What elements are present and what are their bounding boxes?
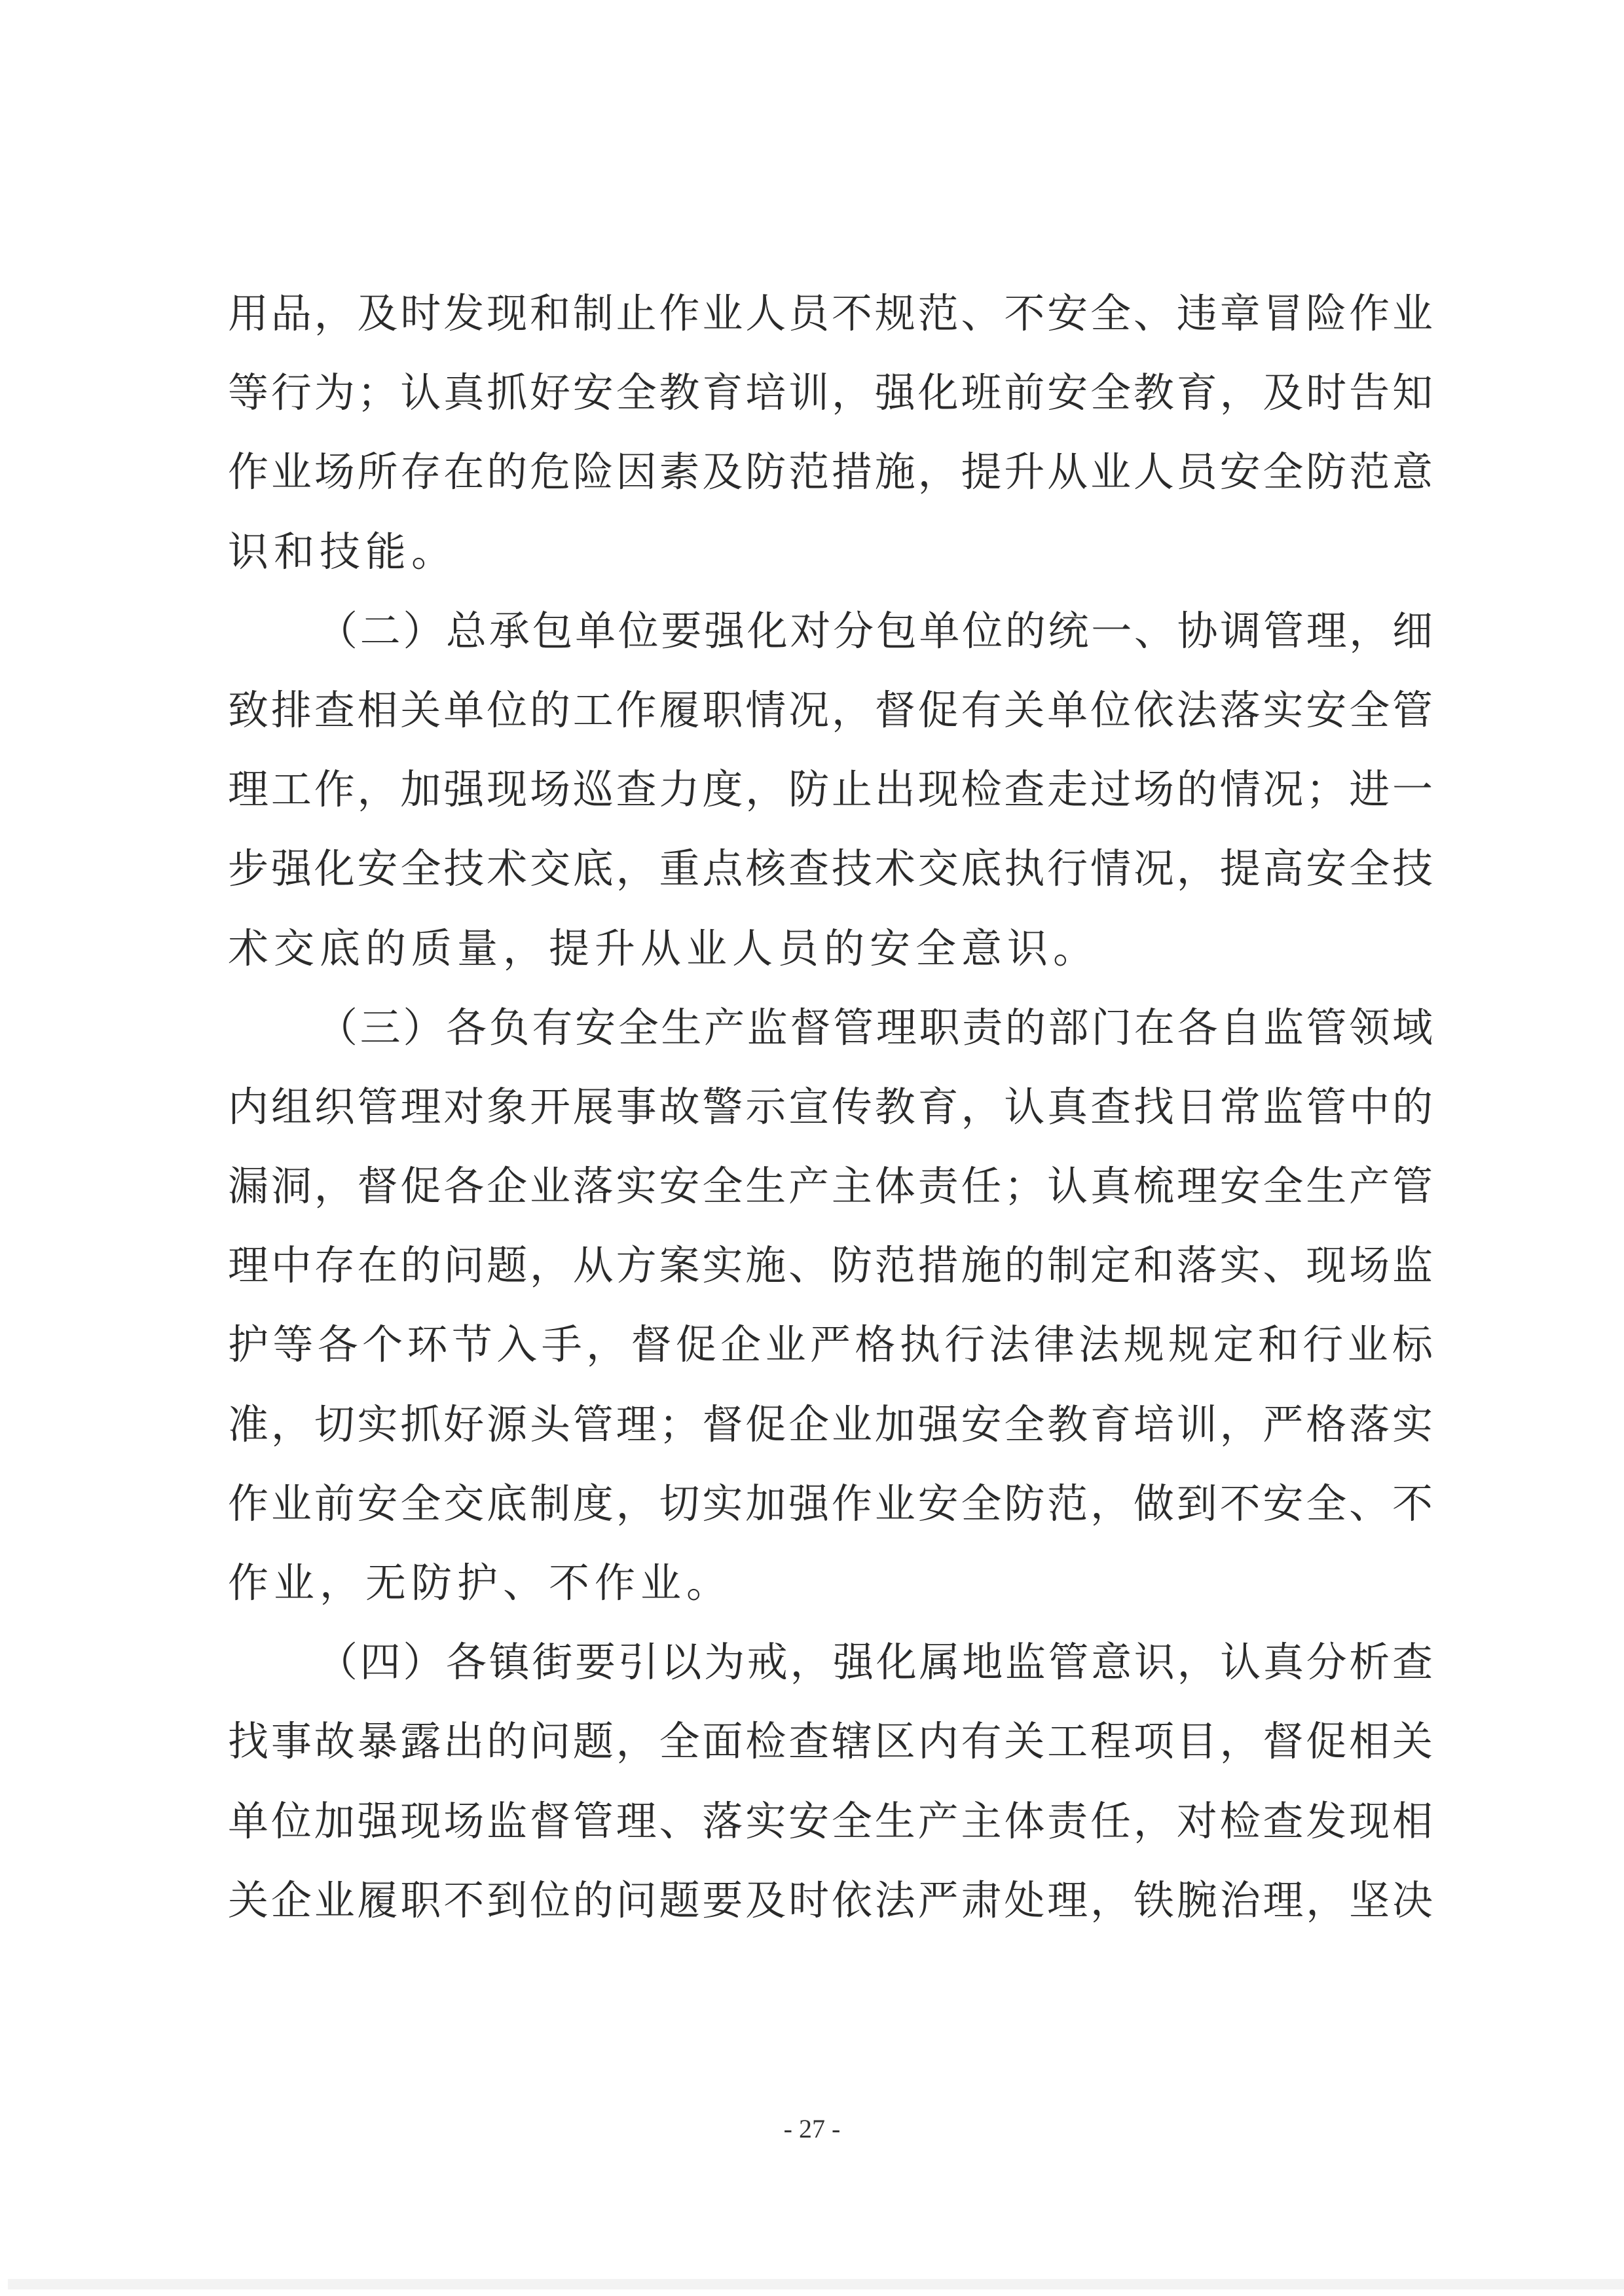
text-line: 找事故暴露出的问题，全面检查辖区内有关工程项目，督促相关 xyxy=(228,1717,1433,1766)
text-line: 步强化安全技术交底，重点核查技术交底执行情况，提高安全技 xyxy=(228,845,1433,893)
page-number: - 27 - xyxy=(783,2114,841,2143)
text-line: 作业前安全交底制度，切实加强作业安全防范，做到不安全、不 xyxy=(228,1479,1433,1527)
text-line: 致排查相关单位的工作履职情况，督促有关单位依法落实安全管 xyxy=(228,685,1433,734)
text-line: 作业场所存在的危险因素及防范措施，提升从业人员安全防范意 xyxy=(228,448,1433,496)
paragraph-first-line: （四）各镇街要引以为戒，强化属地监管意识，认真分析查 xyxy=(317,1638,1433,1686)
document-body xyxy=(228,274,1433,1940)
text-line: 内组织管理对象开展事故警示宣传教育，认真查找日常监管中的 xyxy=(228,1082,1433,1131)
text-line: 理中存在的问题，从方案实施、防范措施的制定和落实、现场监 xyxy=(228,1241,1433,1290)
text-line: 单位加强现场监督管理、落实安全生产主体责任，对检查发现相 xyxy=(228,1796,1433,1845)
paragraph-first-line: （三）各负有安全生产监督管理职责的部门在各自监管领域 xyxy=(317,1003,1433,1051)
scan-edge-band xyxy=(8,2279,1624,2289)
text-line: 术交底的质量，提升从业人员的安全意识。 xyxy=(228,924,1099,972)
text-line: 护等各个环节入手，督促企业严格执行法律法规规定和行业标 xyxy=(228,1321,1433,1369)
text-line: 理工作，加强现场巡查力度，防止出现检查走过场的情况；进一 xyxy=(228,765,1433,814)
text-line: 准，切实抓好源头管理；督促企业加强安全教育培训，严格落实 xyxy=(228,1400,1433,1448)
text-line: 用品，及时发现和制止作业人员不规范、不安全、违章冒险作业 xyxy=(228,289,1433,337)
text-line: 识和技能。 xyxy=(228,527,458,575)
text-line: 作业，无防护、不作业。 xyxy=(228,1559,733,1607)
text-line: 关企业履职不到位的问题要及时依法严肃处理，铁腕治理，坚决 xyxy=(228,1876,1433,1924)
paragraph-first-line: （二）总承包单位要强化对分包单位的统一、协调管理，细 xyxy=(317,606,1433,655)
text-line: 漏洞，督促各企业落实安全生产主体责任；认真梳理安全生产管 xyxy=(228,1162,1433,1211)
text-line: 等行为；认真抓好安全教育培训，强化班前安全教育，及时告知 xyxy=(228,369,1433,417)
